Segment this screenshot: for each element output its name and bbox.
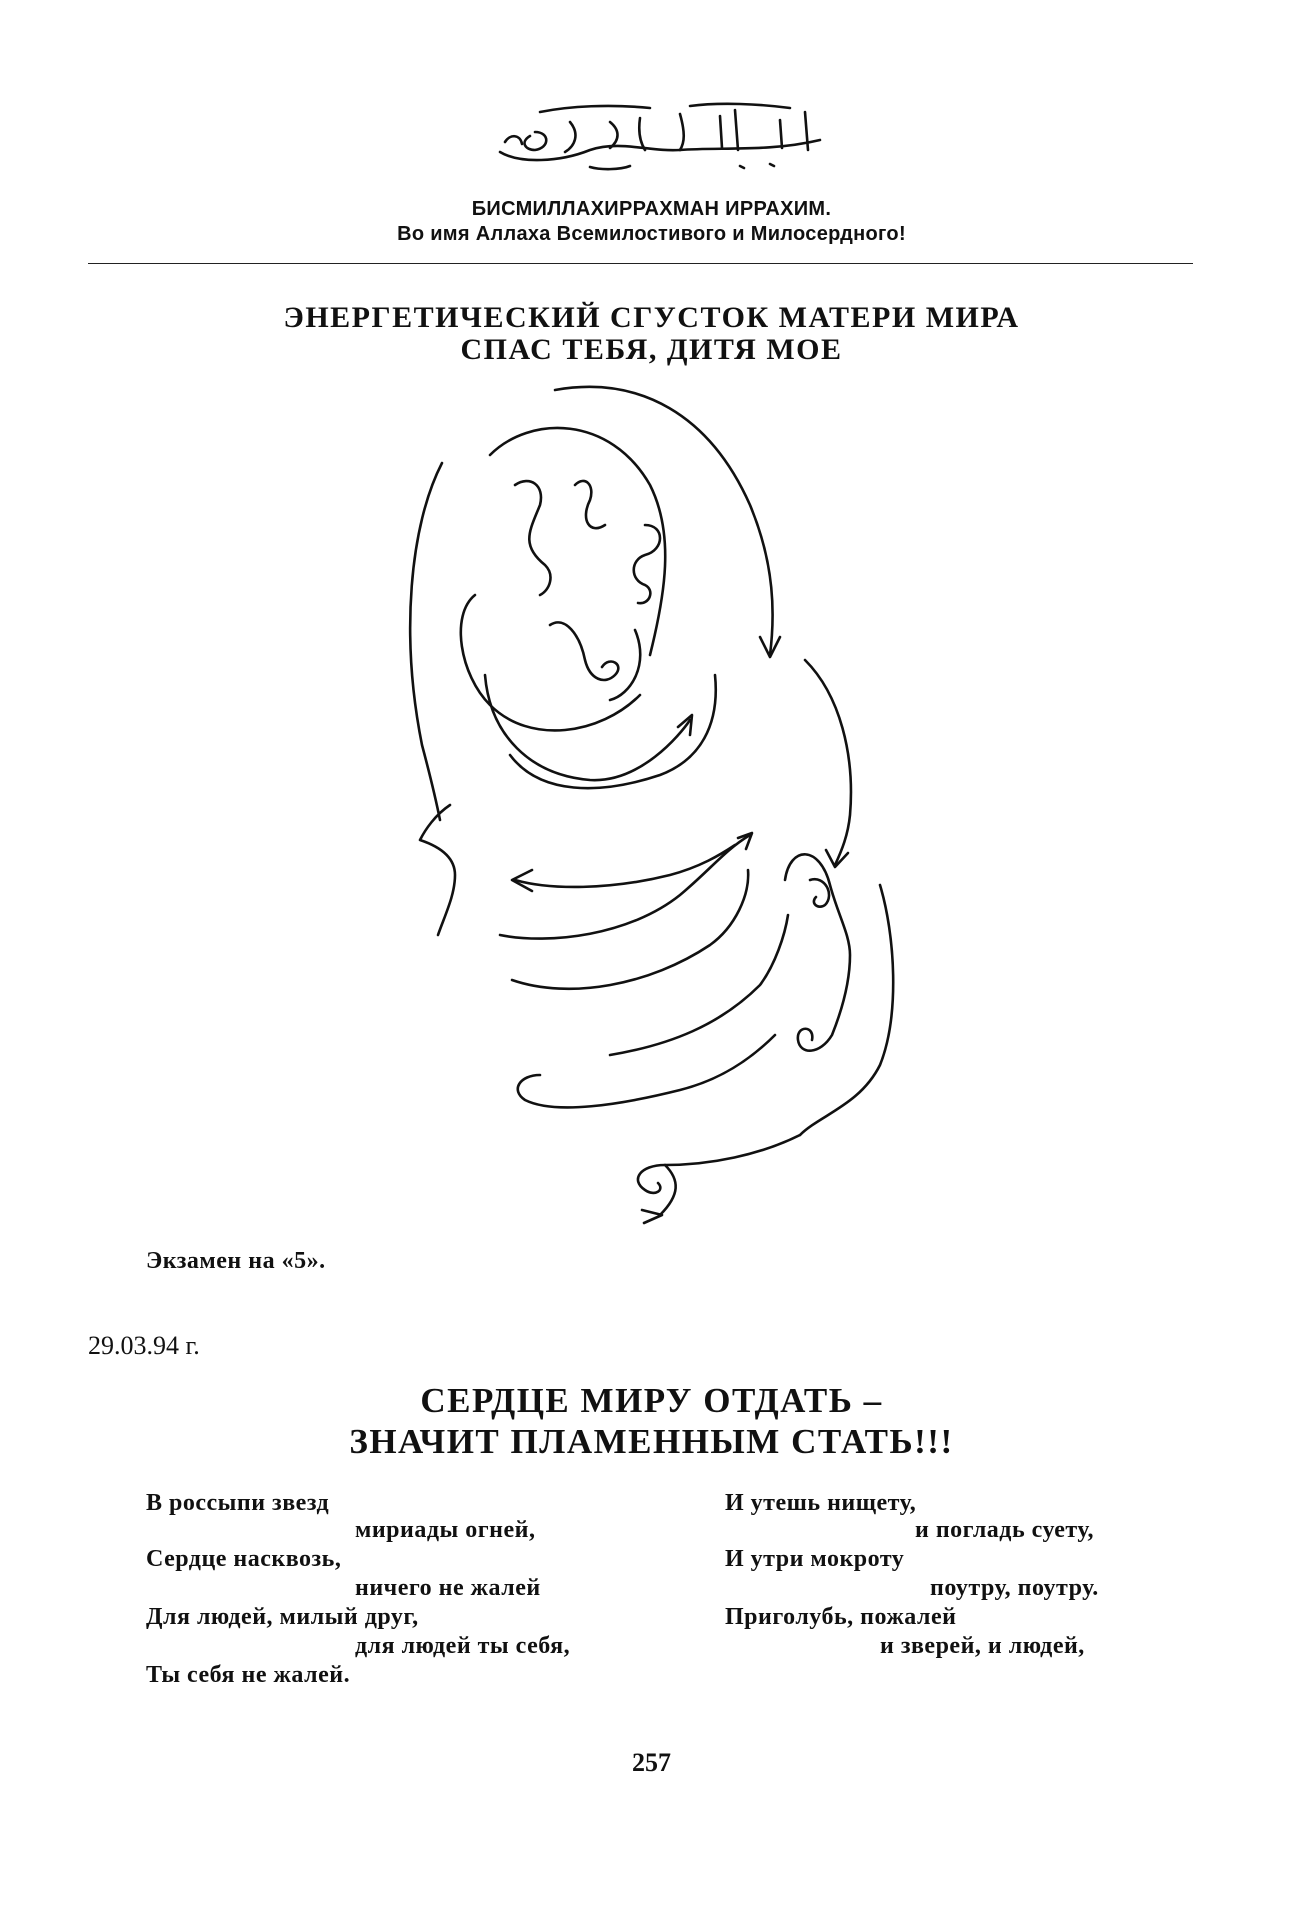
invocation-translation: Во имя Аллаха Всемилостивого и Милосердного! <box>397 223 906 245</box>
poem-title-line1: СЕРДЦЕ МИРУ ОТДАТЬ – <box>420 1381 883 1420</box>
energy-swirl-drawing <box>380 375 940 1235</box>
poem-left-line6: для людей ты себя, <box>355 1633 571 1659</box>
bismillah-calligraphy <box>480 92 840 182</box>
poem-left-line5: Для людей, милый друг, <box>146 1604 419 1630</box>
exam-note: Экзамен на «5». <box>146 1248 326 1274</box>
poem-left-line1: В россыпи звезд <box>146 1490 330 1516</box>
date-line: 29.03.94 г. <box>88 1331 200 1360</box>
poem-right-line6: и зверей, и людей, <box>880 1633 1085 1659</box>
poem-right-line1: И утешь нищету, <box>725 1490 917 1516</box>
page-number: 257 <box>632 1748 671 1777</box>
poem-right-line2: и погладь суету, <box>915 1517 1094 1543</box>
poem-title-line2: ЗНАЧИТ ПЛАМЕННЫМ СТАТЬ!!! <box>349 1422 954 1461</box>
poem-right-line3: И утри мокроту <box>725 1546 905 1572</box>
header-divider <box>88 263 1193 264</box>
poem-left-line3: Сердце насквозь, <box>146 1546 342 1572</box>
poem-left-line2: мириады огней, <box>355 1517 536 1543</box>
drawing-title-line1: ЭНЕРГЕТИЧЕСКИЙ СГУСТОК МАТЕРИ МИРА <box>283 301 1020 334</box>
poem-left-line7: Ты себя не жалей. <box>146 1662 351 1688</box>
poem-right-line4: поутру, поутру. <box>930 1575 1099 1601</box>
invocation-transliteration: БИСМИЛЛАХИРРАХМАН ИРРАХИМ. <box>471 198 832 220</box>
poem-right-line5: Приголубь, пожалей <box>725 1604 957 1630</box>
poem-left-line4: ничего не жалей <box>355 1575 541 1601</box>
drawing-title-line2: СПАС ТЕБЯ, ДИТЯ МОЕ <box>460 333 843 366</box>
